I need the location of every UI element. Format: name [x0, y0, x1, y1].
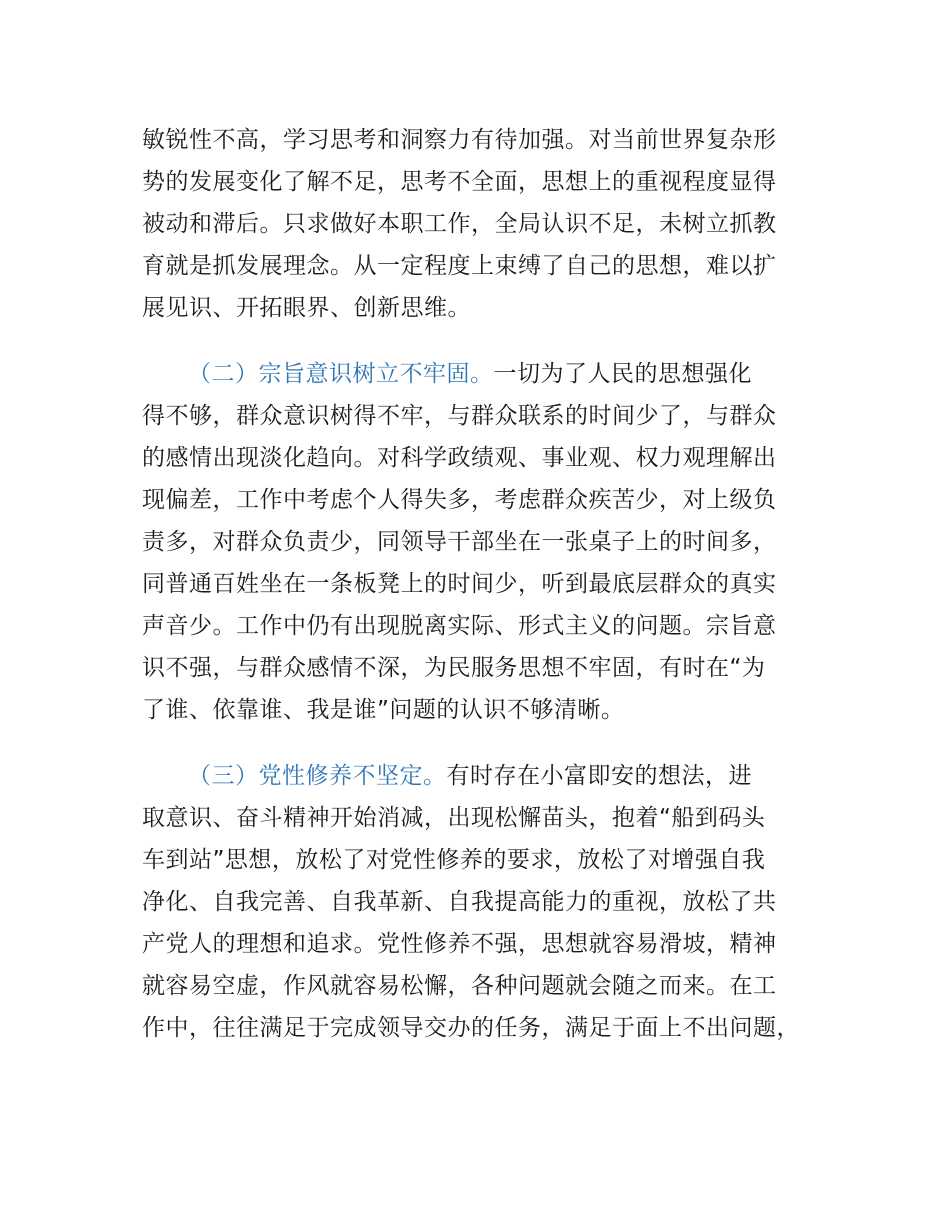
paragraph-3-line-4: 净化、自我完善、自我革新、自我提高能力的重视，放松了共: [142, 889, 777, 915]
paragraph-3-line-6: 就容易空虚，作风就容易松懈，各种问题就会随之而来。在工: [142, 973, 777, 999]
paragraph-2-line-9: 了谁、依靠谁、我是谁”问题的认识不够清晰。: [142, 697, 625, 723]
paragraph-2-line-3: 的感情出现淡化趋向。对科学政绩观、事业观、权力观理解出: [142, 445, 777, 471]
paragraph-2-line-8: 识不强，与群众感情不深，为民服务思想不牢固，有时在“为: [142, 655, 766, 681]
paragraph-2-line-5: 责多，对群众负责少，同领导干部坐在一张桌子上的时间多，: [142, 529, 777, 555]
paragraph-3-line-7: 作中，往往满足于完成领导交办的任务，满足于面上不出问题，: [142, 1015, 800, 1041]
paragraph-1-line-1: 敏锐性不高，学习思考和洞察力有待加强。对当前世界复杂形: [142, 127, 777, 153]
paragraph-2-line-7: 声音少。工作中仍有出现脱离实际、形式主义的问题。宗旨意: [142, 613, 777, 639]
paragraph-3-first-line: [188, 760, 752, 792]
paragraph-2-line-4: 现偏差，工作中考虑个人得失多，考虑群众疾苦少，对上级负: [142, 487, 777, 513]
paragraph-1-line-2: 势的发展变化了解不足，思考不全面，思想上的重视程度显得: [142, 169, 777, 195]
section-heading-3: （三）党性修养不坚定。: [188, 763, 447, 789]
section-heading-2: （二）宗旨意识树立不牢固。: [188, 361, 494, 387]
paragraph-2-line-6: 同普通百姓坐在一条板凳上的时间少，听到最底层群众的真实: [142, 571, 777, 597]
paragraph-2-line-2: 得不够，群众意识树得不牢，与群众联系的时间少了，与群众: [142, 403, 777, 429]
paragraph-1-line-3: 被动和滞后。只求做好本职工作，全局认识不足，未树立抓教: [142, 211, 777, 237]
paragraph-1-line-5: 展见识、开拓眼界、创新思维。: [142, 295, 471, 321]
paragraph-1-line-4: 育就是抓发展理念。从一定程度上束缚了自己的思想，难以扩: [142, 253, 777, 279]
paragraph-3-line-2: 取意识、奋斗精神开始消减，出现松懈苗头，抱着“船到码头: [142, 805, 766, 831]
paragraph-3-first-line-text: 有时存在小富即安的想法，进: [446, 763, 752, 789]
paragraph-3-line-5: 产党人的理想和追求。党性修养不强，思想就容易滑坡，精神: [142, 931, 777, 957]
paragraph-3-line-3: 车到站”思想，放松了对党性修养的要求，放松了对增强自我: [142, 847, 766, 873]
paragraph-2-first-line-text: 一切为了人民的思想强化: [493, 361, 752, 387]
paragraph-2-first-line: [188, 358, 752, 390]
